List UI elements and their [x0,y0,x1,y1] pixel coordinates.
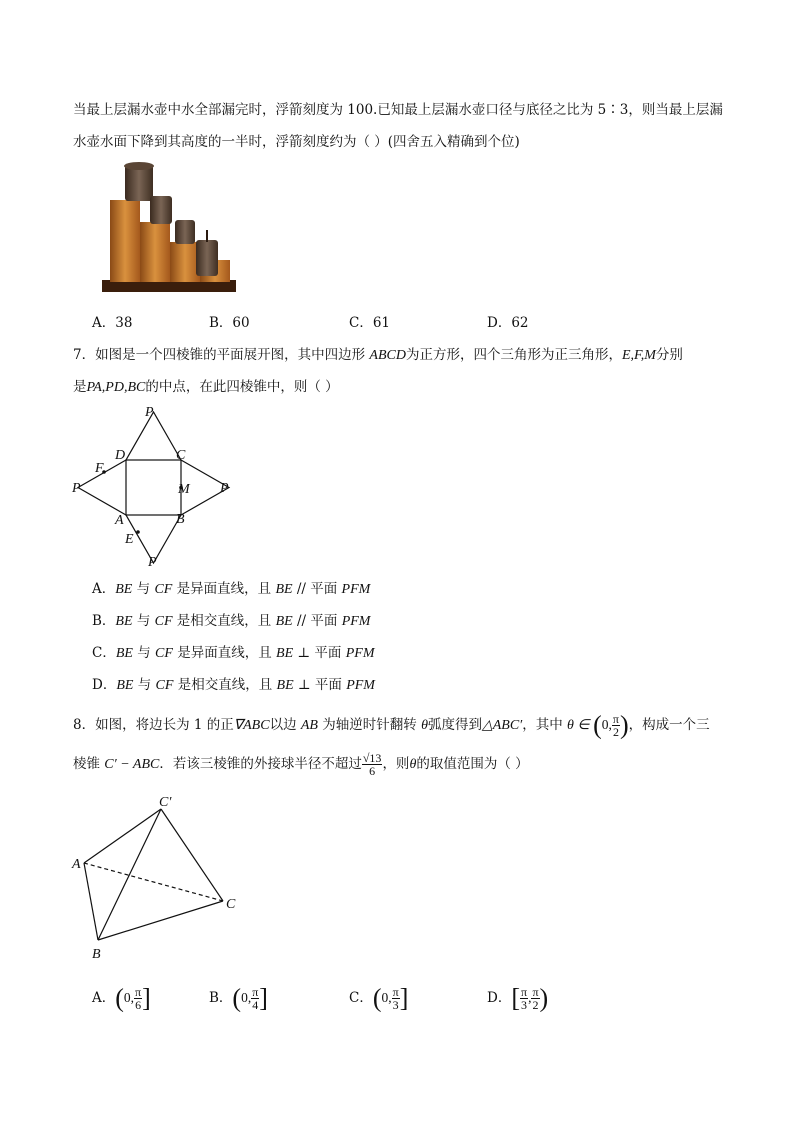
label-a: A [72,857,81,872]
label-c-prime: C′ [159,795,172,810]
edge-a-b [84,863,98,940]
label-d: D [115,448,126,463]
point-e [136,530,140,534]
q7-option-a[interactable]: A．BE 与 CF 是异面直线，且 BE // 平面 PFM [92,581,371,597]
q8-text-line1: 8．如图，将边长为 1 的正∇ABC以边 AB 为轴逆时针翻转 θ弧度得到△ABC′，其中 θ ∈ (0, $\frac{\pi}{2}$ )，构成一个三 [73,710,710,740]
edge-c-prime-c [161,809,223,901]
q8-option-c[interactable]: C．(0, $\frac{\pi}{3}$ ] [349,983,409,1013]
label-b: B [92,947,101,962]
label-b: B [176,512,185,527]
q8-option-a[interactable]: A．(0, $\frac{\pi}{6}$ ] [92,983,151,1013]
label-p-left: P [72,481,81,496]
label-m: M [178,482,190,497]
edge-b-c [98,901,223,940]
q7-text-line1: 7．如图是一个四棱锥的平面展开图，其中四边形 ABCD为正方形，四个三角形为正三角形，E,F,M分别 [73,347,683,363]
edge-c-prime-a [84,809,161,863]
label-p-bottom: P [148,555,157,570]
label-p-right: P [220,481,229,496]
edge-a-c-hidden [84,863,223,901]
q6-option-b[interactable]: B．60 [209,315,250,331]
q6-option-d[interactable]: D．62 [487,315,529,331]
q7-option-c[interactable]: C．BE 与 CF 是异面直线，且 BE ⊥ 平面 PFM [92,645,375,661]
q8-option-d[interactable]: D．[ $\frac{\pi}{3}$ , $\frac{\pi}{2}$ ) [487,983,549,1013]
q6-text-line2: 水壶水面下降到其高度的一半时，浮箭刻度约为（ ）(四舍五入精确到个位) [73,134,520,150]
q7-text-line2: 是PA,PD,BC的中点，在此四棱锥中，则（ ） [73,379,339,395]
pyramid-net-figure [70,402,240,570]
edge-c-prime-b [98,809,161,940]
label-f: F [95,461,104,476]
q6-option-c[interactable]: C．61 [349,315,391,331]
label-a: A [115,513,124,528]
q7-option-d[interactable]: D．BE 与 CF 是相交直线，且 BE ⊥ 平面 PFM [92,677,375,693]
q6-option-a[interactable]: A．38 [92,315,133,331]
label-p-top: P [145,405,154,420]
water-clock-image [100,160,240,298]
q8-option-b[interactable]: B．(0, $\frac{\pi}{4}$ ] [209,983,268,1013]
q6-text-line1: 当最上层漏水壶中水全部漏完时，浮箭刻度为 100.已知最上层漏水壶口径与底径之比为 5∶3，则当最上层漏 [73,102,723,118]
square-abcd [126,460,181,515]
q7-option-b[interactable]: B．BE 与 CF 是相交直线，且 BE // 平面 PFM [92,613,371,629]
tetrahedron-figure [70,793,250,968]
label-e: E [125,532,134,547]
q8-text-line2: 棱锥 C′ − ABC．若该三棱锥的外接球半径不超过 $\frac{√13}{6}$ ，则θ的取值范围为（ ） [73,751,529,778]
label-c: C [176,448,186,463]
label-c: C [226,897,236,912]
